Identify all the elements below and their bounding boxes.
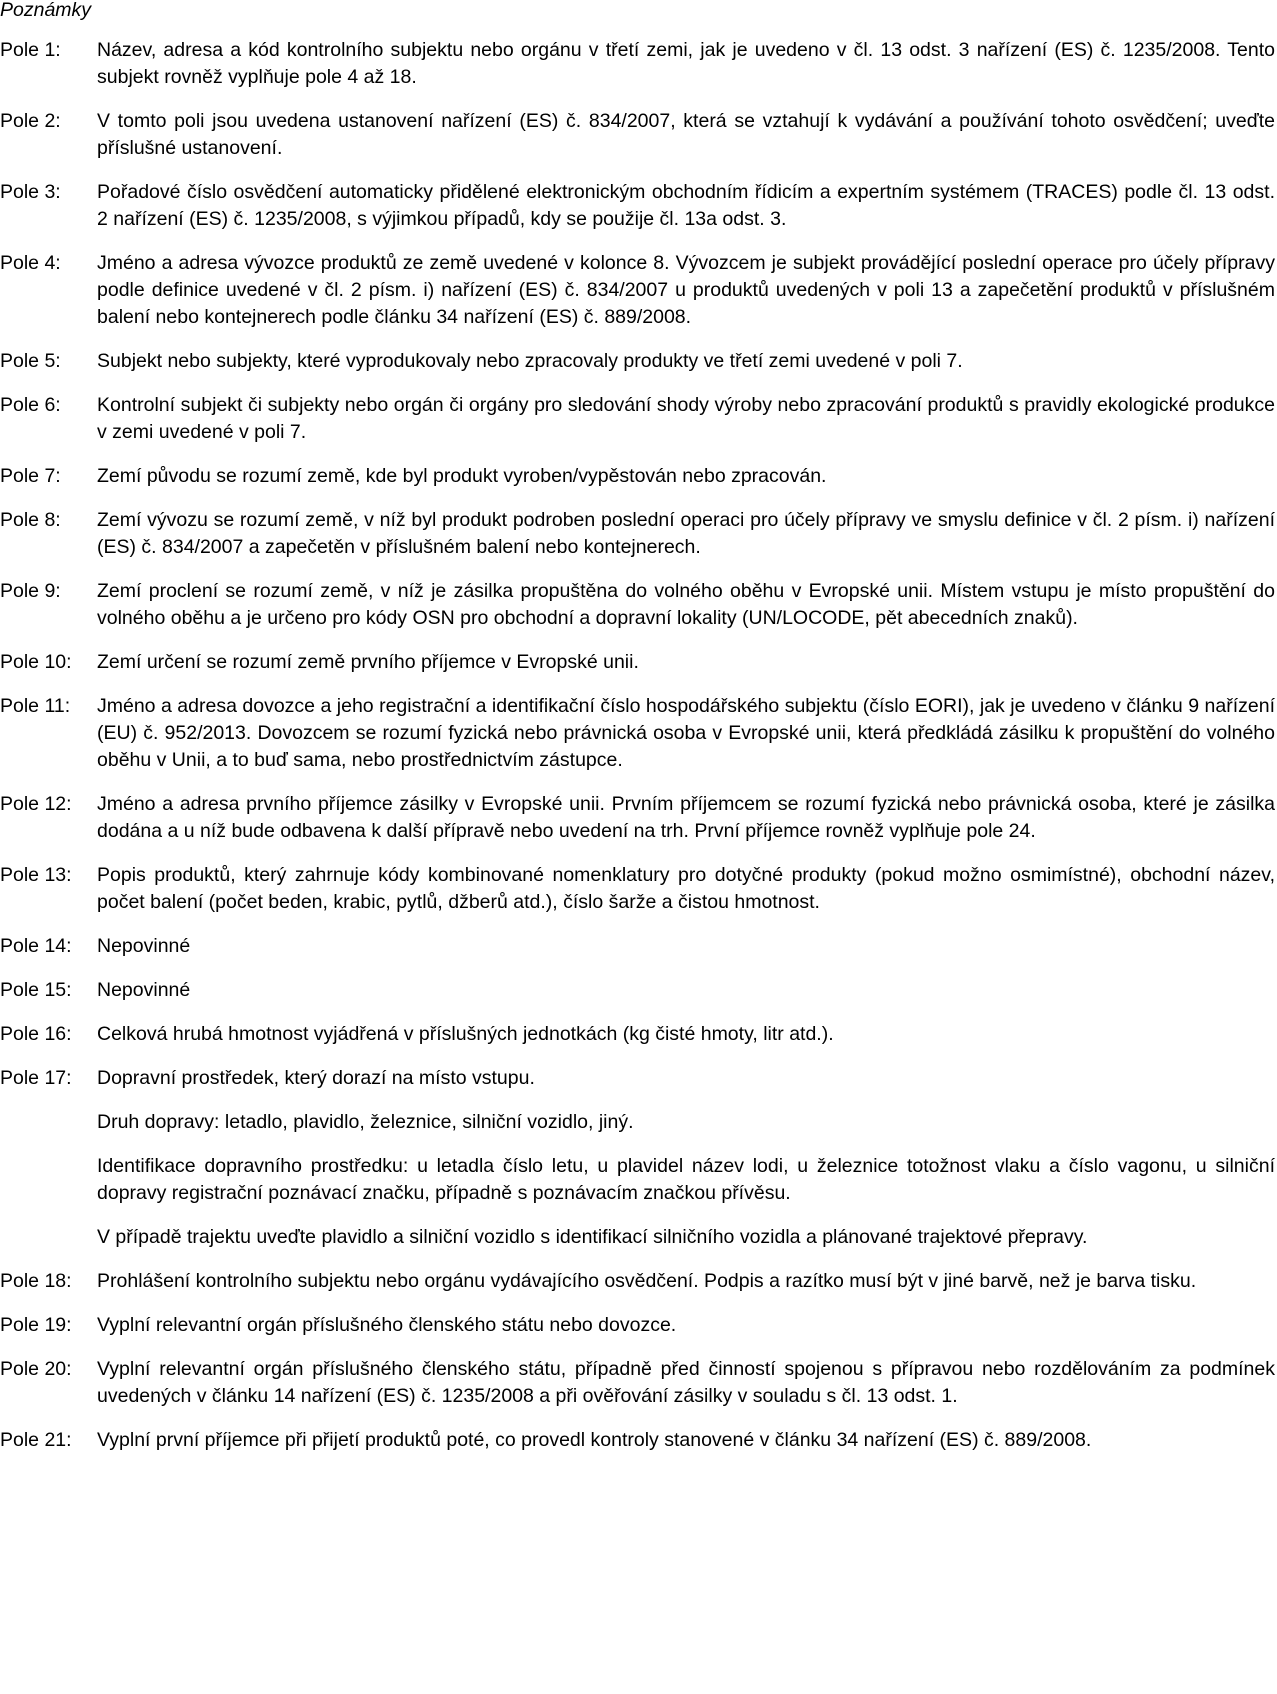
note-body: [97, 862, 1275, 916]
note-item: [0, 179, 1277, 233]
note-item: [0, 1312, 1277, 1339]
note-paragraph: Pořadové číslo osvědčení automaticky přidělené elektronickým obchodním řídicím a expertním systémem (TRACES) podle čl. 13 odst. 2 nařízení (ES) č. 1235/2008, s výjimkou případů, kdy se použije čl. 13a odst. 3.: [97, 181, 1275, 230]
note-paragraph: Jméno a adresa dovozce a jeho registrační a identifikační číslo hospodářského subjektu (číslo EORI), jak je uvedeno v článku 9 nařízení (EU) č. 952/2013. Dovozcem se rozumí fyzická nebo právnická osoba v Evropské unii, která předkládá zásilku k propuštění do volného oběhu v Unii, a to buď sama, nebo prostřednictvím zástupce.: [97, 695, 1275, 771]
note-item: [0, 507, 1277, 561]
note-label: Pole 20:: [0, 1358, 72, 1380]
note-label: Pole 10:: [0, 651, 72, 673]
note-label: Pole 9:: [0, 580, 61, 602]
note-item: [0, 862, 1277, 916]
note-body: [97, 1021, 1275, 1048]
note-item: [0, 1065, 1277, 1251]
note-paragraph: Vyplní relevantní orgán příslušného členského státu, případně před činností spojenou s přípravou nebo rozdělováním za podmínek uvedených v článku 14 nařízení (ES) č. 1235/2008 a při ověřování zásilky v souladu s čl. 13 odst. 1.: [97, 1358, 1275, 1407]
note-label: Pole 6:: [0, 394, 61, 416]
note-paragraph: Popis produktů, který zahrnuje kódy kombinované nomenklatury pro dotyčné produkty (pokud možno osmimístné), obchodní název, počet balení (počet beden, krabic, pytlů, džberů atd.), číslo šarže a čistou hmotnost.: [97, 864, 1275, 913]
note-item: [0, 578, 1277, 632]
note-item: [0, 791, 1277, 845]
note-body: [97, 791, 1275, 845]
note-body: [97, 348, 1275, 375]
note-label: Pole 1:: [0, 39, 61, 61]
note-label: Pole 8:: [0, 509, 61, 531]
note-paragraph: Nepovinné: [97, 979, 191, 1001]
note-body: [97, 933, 1275, 960]
note-label: Pole 5:: [0, 350, 61, 372]
note-paragraph: Zemí vývozu se rozumí země, v níž byl produkt podroben poslední operaci pro účely přípravy ve smyslu definice v čl. 2 písm. i) nařízení (ES) č. 834/2007 a zapečetěn v příslušném balení nebo kontejnerech.: [97, 509, 1275, 558]
note-label: Pole 11:: [0, 695, 71, 717]
note-label: Pole 2:: [0, 110, 61, 132]
note-body: [97, 1065, 1275, 1251]
note-body: [97, 1356, 1275, 1410]
note-paragraph: Zemí proclení se rozumí země, v níž je zásilka propuštěna do volného oběhu v Evropské unii. Místem vstupu je místo propuštění do volného oběhu a je určeno pro kódy OSN pro obchodní a dopravní lokality (UN/LOCODE, pět abecedních znaků).: [97, 580, 1275, 629]
note-label: Pole 21:: [0, 1429, 72, 1451]
note-paragraph: Vyplní první příjemce při přijetí produktů poté, co provedl kontroly stanovené v článku 34 nařízení (ES) č. 889/2008.: [97, 1429, 1092, 1451]
note-paragraph: Jméno a adresa vývozce produktů ze země uvedené v kolonce 8. Vývozcem je subjekt provádějící poslední operace pro účely přípravy podle definice uvedené v čl. 2 písm. i) nařízení (ES) č. 834/2007 u produktů uvedených v poli 13 a zapečetění produktů v příslušném balení nebo kontejnerech podle článku 34 nařízení (ES) č. 889/2008.: [97, 252, 1275, 328]
note-body: [97, 179, 1275, 233]
note-body: [97, 1427, 1275, 1454]
note-label: Pole 12:: [0, 793, 72, 815]
note-body: [97, 507, 1275, 561]
note-item: [0, 108, 1277, 162]
note-body: [97, 108, 1275, 162]
note-body: [97, 649, 1275, 676]
note-paragraph: Zemí určení se rozumí země prvního příjemce v Evropské unii.: [97, 651, 639, 673]
note-item: [0, 250, 1277, 331]
note-paragraph: V případě trajektu uveďte plavidlo a silniční vozidlo s identifikací silničního vozidla a plánované trajektové přepravy.: [97, 1226, 1088, 1248]
note-label: Pole 7:: [0, 465, 61, 487]
note-body: [97, 578, 1275, 632]
note-item: [0, 37, 1277, 91]
note-paragraph: Jméno a adresa prvního příjemce zásilky v Evropské unii. Prvním příjemcem se rozumí fyzická nebo právnická osoba, které je zásilka dodána a u níž bude odbavena k další přípravě nebo uvedení na trh. První příjemce rovněž vyplňuje pole 24.: [97, 793, 1275, 842]
note-label: Pole 3:: [0, 181, 61, 203]
note-item: [0, 348, 1277, 375]
note-body: [97, 463, 1275, 490]
note-label: Pole 18:: [0, 1270, 72, 1292]
note-paragraph: Druh dopravy: letadlo, plavidlo, železnice, silniční vozidlo, jiný.: [97, 1111, 634, 1133]
note-label: Pole 16:: [0, 1023, 72, 1045]
note-paragraph: Vyplní relevantní orgán příslušného členského státu nebo dovozce.: [97, 1314, 677, 1336]
note-item: [0, 463, 1277, 490]
note-label: Pole 17:: [0, 1067, 72, 1089]
note-item: [0, 1356, 1277, 1410]
note-label: Pole 14:: [0, 935, 72, 957]
note-paragraph: V tomto poli jsou uvedena ustanovení nařízení (ES) č. 834/2007, která se vztahují k vydávání a používání tohoto osvědčení; uveďte příslušné ustanovení.: [97, 110, 1275, 159]
note-body: [97, 250, 1275, 331]
note-paragraph: Celková hrubá hmotnost vyjádřená v příslušných jednotkách (kg čisté hmoty, litr atd.).: [97, 1023, 834, 1045]
note-body: [97, 1268, 1275, 1295]
note-paragraph: Subjekt nebo subjekty, které vyprodukovaly nebo zpracovaly produkty ve třetí zemi uvedené v poli 7.: [97, 350, 963, 372]
note-item: [0, 649, 1277, 676]
note-paragraph: Zemí původu se rozumí země, kde byl produkt vyroben/vypěstován nebo zpracován.: [97, 465, 827, 487]
note-item: [0, 392, 1277, 446]
note-paragraph: Identifikace dopravního prostředku: u letadla číslo letu, u plavidel název lodi, u železnice totožnost vlaku a číslo vagonu, u silniční dopravy registrační poznávací značku, případně s poznávacím značkou přívěsu.: [97, 1155, 1275, 1204]
notes-list: [0, 37, 1277, 1471]
note-item: [0, 1427, 1277, 1454]
note-item: [0, 977, 1277, 1004]
note-body: [97, 693, 1275, 774]
note-item: [0, 933, 1277, 960]
note-item: [0, 1021, 1277, 1048]
note-label: Pole 15:: [0, 979, 72, 1001]
note-paragraph: Dopravní prostředek, který dorazí na místo vstupu.: [97, 1067, 535, 1089]
note-label: Pole 13:: [0, 864, 72, 886]
note-paragraph: Název, adresa a kód kontrolního subjektu nebo orgánu v třetí zemi, jak je uvedeno v čl. 13 odst. 3 nařízení (ES) č. 1235/2008. Tento subjekt rovněž vyplňuje pole 4 až 18.: [97, 39, 1275, 88]
note-item: [0, 693, 1277, 774]
note-body: [97, 37, 1275, 91]
note-body: [97, 392, 1275, 446]
note-item: [0, 1268, 1277, 1295]
page-heading: Poznámky: [0, 0, 92, 21]
note-label: Pole 4:: [0, 252, 61, 274]
note-body: [97, 1312, 1275, 1339]
note-body: [97, 977, 1275, 1004]
note-paragraph: Kontrolní subjekt či subjekty nebo orgán či orgány pro sledování shody výroby nebo zpracování produktů s pravidly ekologické produkce v zemi uvedené v poli 7.: [97, 394, 1275, 443]
note-paragraph: Nepovinné: [97, 935, 191, 957]
note-label: Pole 19:: [0, 1314, 72, 1336]
note-paragraph: Prohlášení kontrolního subjektu nebo orgánu vydávajícího osvědčení. Podpis a razítko musí být v jiné barvě, než je barva tisku.: [97, 1270, 1197, 1292]
